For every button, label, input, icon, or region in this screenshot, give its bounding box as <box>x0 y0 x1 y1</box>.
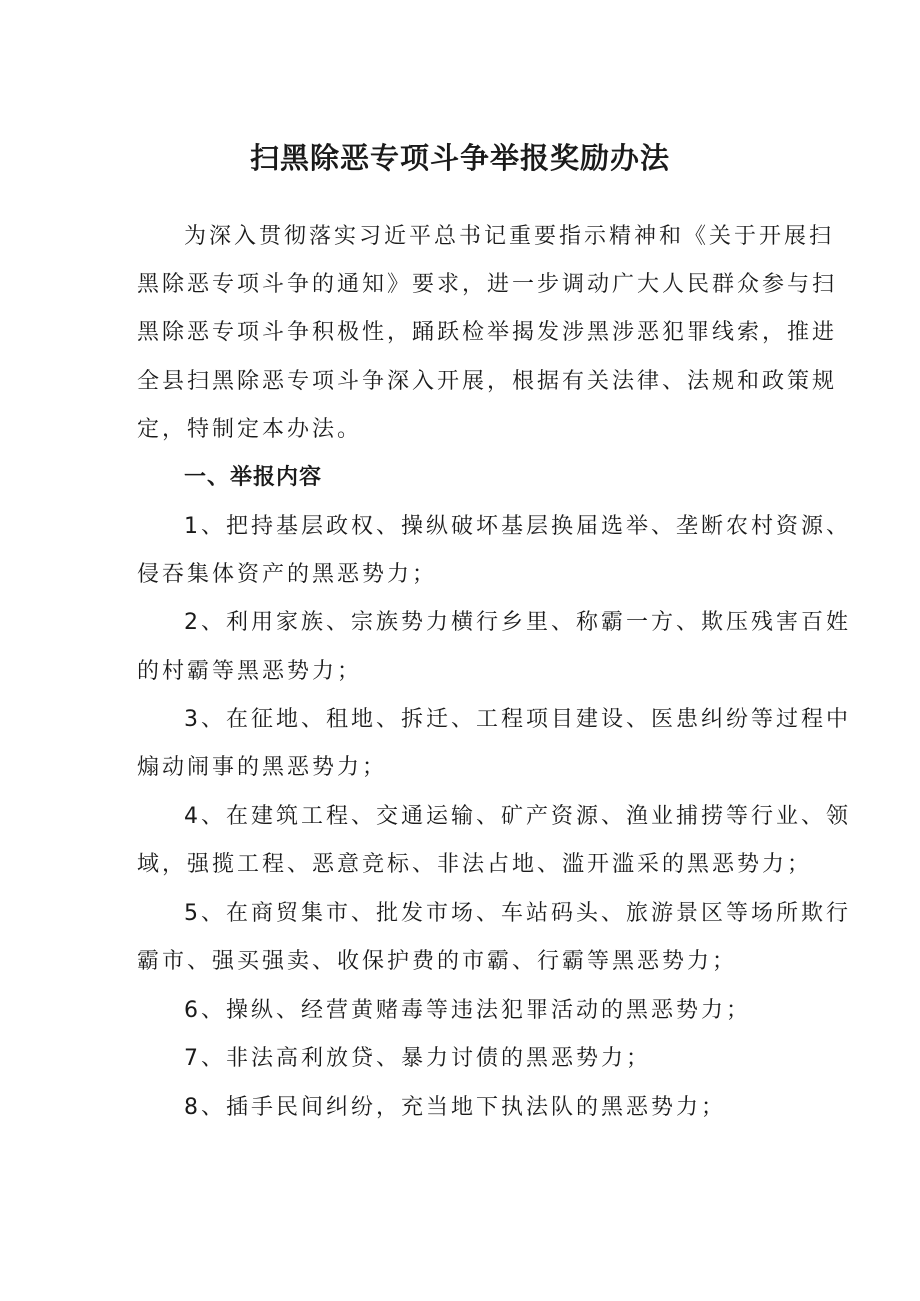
intro-line: 定，特制定本办法。 <box>137 417 363 442</box>
document-title: 扫黑除恶专项斗争举报奖励办法 <box>249 141 670 175</box>
list-item-line: 侵吞集体资产的黑恶势力； <box>137 562 438 587</box>
intro-line: 黑除恶专项斗争积极性，踊跃检举揭发涉黑涉恶犯罪线索，推进 <box>137 320 838 345</box>
intro-line: 黑除恶专项斗争的通知》要求，进一步调动广大人民群众参与扫 <box>137 272 838 297</box>
intro-line: 全县扫黑除恶专项斗争深入开展，根据有关法律、法规和政策规 <box>137 369 838 394</box>
intro-line: 为深入贯彻落实习近平总书记重要指示精神和《关于开展扫 <box>184 224 835 249</box>
list-item-line: 霸市、强买强卖、收保护费的市霸、行霸等黑恶势力； <box>137 949 738 974</box>
list-item-line: 2、利用家族、宗族势力横行乡里、称霸一方、欺压残害百姓 <box>184 610 851 635</box>
list-item-line: 煽动闹事的黑恶势力； <box>137 755 388 780</box>
list-item-line: 5、在商贸集市、批发市场、车站码头、旅游景区等场所欺行 <box>184 901 851 926</box>
section-heading: 一、举报内容 <box>184 465 323 490</box>
list-item-line: 域，强揽工程、恶意竞标、非法占地、滥开滥采的黑恶势力； <box>137 852 813 877</box>
list-item-line: 4、在建筑工程、交通运输、矿产资源、渔业捕捞等行业、领 <box>184 804 851 829</box>
list-item-line: 3、在征地、租地、拆迁、工程项目建设、医患纠纷等过程中 <box>184 707 851 732</box>
list-item-line: 的村霸等黑恶势力； <box>137 659 363 684</box>
list-item-line: 8、插手民间纠纷，充当地下执法队的黑恶势力； <box>184 1095 726 1120</box>
list-item-line: 1、把持基层政权、操纵破坏基层换届选举、垄断农村资源、 <box>184 514 851 539</box>
list-item-line: 6、操纵、经营黄赌毒等违法犯罪活动的黑恶势力； <box>184 998 751 1023</box>
list-item-line: 7、非法高利放贷、暴力讨债的黑恶势力； <box>184 1046 651 1071</box>
